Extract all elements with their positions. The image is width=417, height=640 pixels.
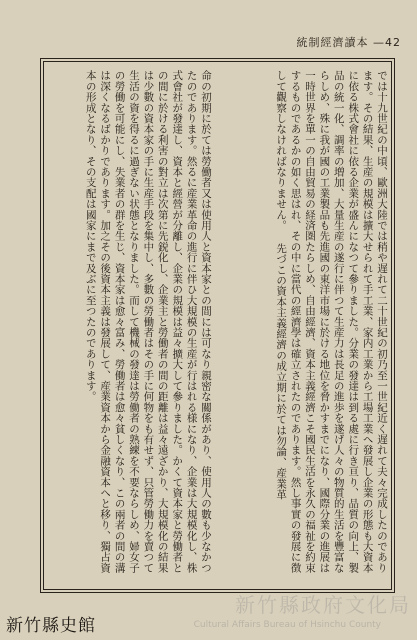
library-stamp: 新竹縣史館 <box>6 616 96 636</box>
text-column-left <box>53 70 213 580</box>
watermark-logo: 新竹縣政府文化局 <box>235 593 411 617</box>
body-text-left: 命の初期に於ては勞働者又は使用人と資本家との間には可なり親密な關係があり、使用人の數も少なかつたのであります。然るに産業革命の進行に伴ひ大規模の生産が行はれる様になり、企業は大規模化し、株式會社が發達し、資本と經營が分離し、企業の規模は益々擴大して參りました。かくて資本家と勞働者との間に於ける利害の對立は次第に先鋭化し、企業主と勞働者の間の距離は益々遠ざかり、大規模化の結果は少數の資本家の手に生産手段を集中し、多數の勞働者はその手に何物をも有せず、只管勞働力を賣つて生活の資を得るに過ぎない状態となりました。而して機械の發達は勞働者の熟練を不要ならしめ、婦女子の勞働を可能にし、失業者の群を生じ、資本家は愈々富み、勞働者は愈々貧しくなり、この兩者の間の溝は深くなるばかりであります。加之その後資本主義は發展して、産業資本から金融資本へと移り、獨占資本の形成となり、その支配は國家にまで及ぶに至つたのであります。 <box>84 70 212 573</box>
running-head: 統制經濟讀本 —42 <box>296 36 401 49</box>
watermark-english: Cultural Affairs Bureau of Hsinchu County <box>193 620 381 630</box>
text-column-right <box>229 70 389 580</box>
body-text-right-tail: 先づこの資本主義經濟の成立期に於ては勿論、産業革 <box>275 242 288 500</box>
body-text-right: では十九世紀の中頃、歐洲大陸では稍や遅れて二十世紀の初乃至一世紀近く遅れて夫々完成したのであります。その結果、生産の規模は擴大せられて手工業、家内工業から工場工業へ發展し企業の形態も大資本に依る株式會社に依る企業が盛んになつて參りました。分業の發達は到る處に行き亘り、品質の向上、製品の統一化、調率の増加、大量生産の遂行に伴つて生産力は長足の進歩を遂げ人々の物質的生活を豐富ならしめ、殊に我が國の工業製品も先進國の東洋市場に於ける地位を脅かすまでになり、國際分業の進展は一時世界を單一の自由貿易の経済圏たらしめ、自由經濟、資本主義經濟こそ國民生活を永久の福祉を約束するものであるかの如く思はれ、その中に當代の經濟學は確立されたのであります。然し事實の發展に徴して觀察しなければなりません。 <box>275 70 388 573</box>
